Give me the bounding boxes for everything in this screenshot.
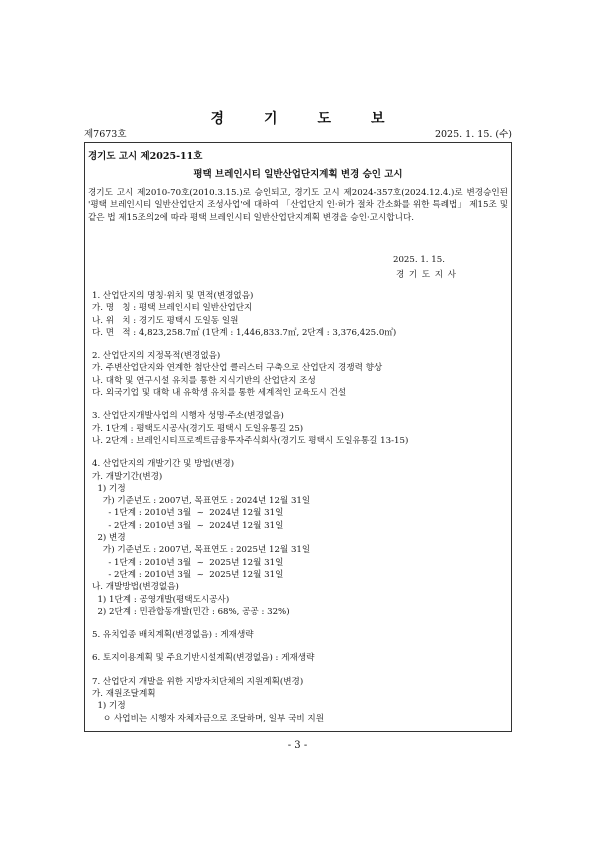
section-line: 가. 명 칭 : 평택 브레인시티 일반산업단지 <box>92 303 253 314</box>
section-line: 가) 기준년도 : 2007년, 목표연도 : 2025년 12월 31일 <box>92 545 311 556</box>
section-heading: 5. 유치업종 배치계획(변경없음) : 게재생략 <box>92 630 254 641</box>
section <box>92 629 507 641</box>
section-line: ㅇ 사업비는 시행자 자체자금으로 조달하며, 일부 국비 지원 <box>92 713 325 724</box>
notice-body <box>92 290 507 725</box>
section-line: 가. 재원조달계획 <box>92 689 156 700</box>
section-line: 나. 개발방법(변경없음) <box>92 582 179 593</box>
page-number: - 3 - <box>287 740 308 751</box>
section-line: 1) 1단계 : 공영개발(평택도시공사) <box>92 594 230 605</box>
gazette-masthead: 경기도보 <box>210 111 425 127</box>
section <box>92 410 507 447</box>
signature-date: 2025. 1. 15. <box>393 255 445 265</box>
notice-number: 경기도 고시 제2025-11호 <box>88 151 203 162</box>
section <box>92 458 507 618</box>
issue-number: 제7673호 <box>84 129 127 140</box>
section <box>92 652 507 664</box>
section-line: 2) 2단계 : 민관합동개발(민간 : 68%, 공공 : 32%) <box>92 606 290 617</box>
section-line: 1) 기정 <box>92 701 126 712</box>
section-line: 나. 2단계 : 브레인시티프로젝트금융투자주식회사(경기도 평택시 도일유통길 13-15) <box>92 435 409 446</box>
section-line: 가. 주변산업단지와 연계한 첨단산업 클러스터 구축으로 산업단지 경쟁력 향상 <box>92 363 383 374</box>
section-line: - 1단계 : 2010년 3월 ~ 2025년 12월 31일 <box>92 557 284 568</box>
section-line: 가) 기준년도 : 2007년, 목표연도 : 2024년 12월 31일 <box>92 496 311 507</box>
section-line: - 2단계 : 2010년 3월 ~ 2025년 12월 31일 <box>92 569 284 580</box>
section <box>92 290 507 339</box>
section-line: 나. 대학 및 연구시설 유치를 통한 지식기반의 산업단지 조성 <box>92 375 316 386</box>
issue-date: 2025. 1. 15. (수) <box>434 129 512 140</box>
section-heading: 2. 산업단지의 지정목적(변경없음) <box>92 351 221 362</box>
section-line: 2) 변경 <box>92 533 126 544</box>
section-heading: 3. 산업단지개발사업의 시행자 성명·주소(변경없음) <box>92 411 284 422</box>
section-heading: 6. 토지이용계획 및 주요기반시설계획(변경없음) : 게재생략 <box>92 653 315 664</box>
section-line: 1) 기정 <box>92 483 126 494</box>
section-heading: 1. 산업단지의 명칭·위치 및 면적(변경없음) <box>92 291 254 301</box>
notice-title: 평택 브레인시티 일반산업단지계획 변경 승인 고시 <box>193 169 403 180</box>
section-heading: 4. 산업단지의 개발기간 및 방법(변경) <box>92 459 235 470</box>
section-line: - 1단계 : 2010년 3월 ~ 2024년 12월 31일 <box>92 508 284 519</box>
section-heading: 7. 산업단지 개발을 위한 지방자치단체의 지원계획(변경) <box>92 676 304 687</box>
signature-name: 경기도지사 <box>396 270 461 280</box>
issue-info-row <box>84 126 512 140</box>
section <box>92 676 507 725</box>
section-line: 가. 1단계 : 평택도시공사(경기도 평택시 도일유통길 25) <box>92 423 304 434</box>
notice-intro: 경기도 고시 제2010-70호(2010.3.15.)로 승인되고, 경기도 고시 제2024-357호(2024.12.4.)로 변경승인된 '평택 브레인시티 일반산업단지 조성사업'에 대하여 「산업단지 인·허가 절차 간소화를 위한 특례법」 제15조 및 같은 법 제15조의2에 따라 평택 브레인시티 일반산업단지계획 변경을 승인·고시합니다. <box>88 188 508 223</box>
section <box>92 350 507 399</box>
section-line: 다. 외국기업 및 대학 내 유학생 유치를 통한 세계적인 교육도시 건설 <box>92 388 347 399</box>
section-line: 다. 면 적 : 4,823,258.7㎡ (1단계 : 1,446,833.7㎡, 2단계 : 3,376,425.0㎡) <box>92 327 397 338</box>
section-line: 가. 개발기간(변경) <box>92 471 163 482</box>
section-line: 나. 위 치 : 경기도 평택시 도일동 일원 <box>92 315 239 326</box>
section-line: - 2단계 : 2010년 3월 ~ 2024년 12월 31일 <box>92 520 284 531</box>
